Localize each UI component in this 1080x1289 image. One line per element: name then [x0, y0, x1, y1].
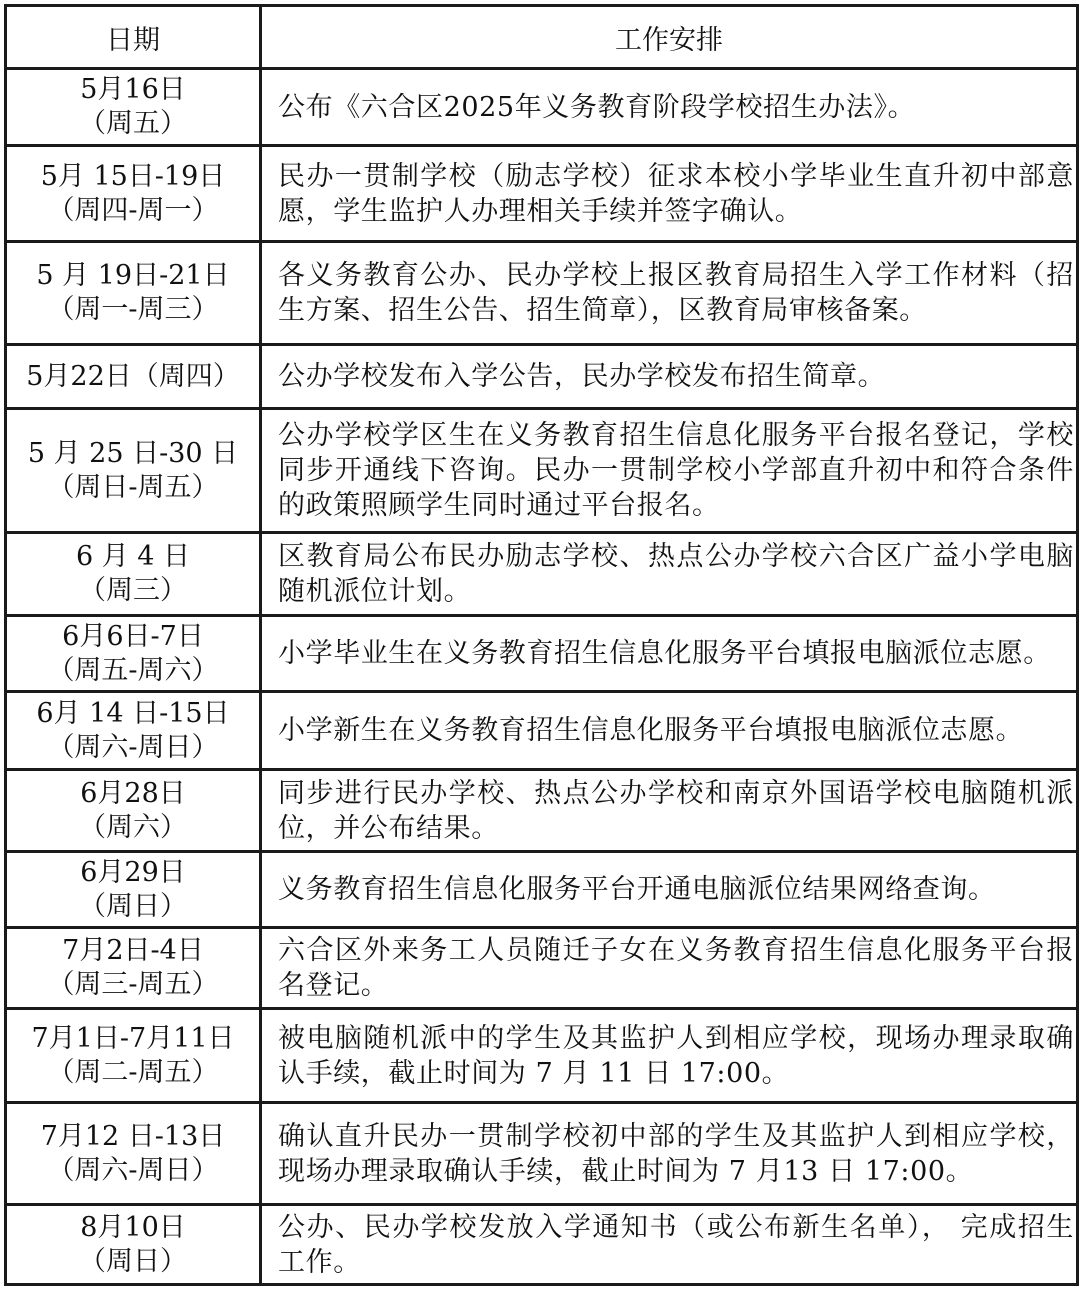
task-cell: 六合区外来务工人员随迁子女在义务教育招生信息化服务平台报名登记。 [261, 928, 1078, 1009]
date-cell [6, 69, 261, 146]
date-cell [6, 409, 261, 533]
date-line1: 6 月 4 日 [75, 541, 191, 572]
date-cell [6, 616, 261, 692]
date-line2: （周五-周六） [47, 654, 219, 686]
table-row [6, 770, 1078, 852]
task-cell: 民办一贯制学校（励志学校）征求本校小学毕业生直升初中部意愿，学生监护人办理相关手续并签字确认。 [261, 146, 1078, 242]
enrollment-schedule-table [4, 4, 1079, 1286]
date-line1: 7月12 日-13日 [40, 1120, 226, 1152]
table-row [6, 852, 1078, 928]
date-line2: （周五） [79, 108, 187, 139]
table-row [6, 1205, 1078, 1285]
date-line2: （周一-周三） [47, 294, 219, 325]
date-line2: （周日） [79, 1245, 187, 1277]
date-line1: 5月 15日-19日 [40, 160, 226, 192]
table-row [6, 69, 1078, 146]
task-cell: 各义务教育公办、民办学校上报区教育局招生入学工作材料（招生方案、招生公告、招生简章），区教育局审核备案。 [261, 242, 1078, 345]
date-line2: （周六-周日） [47, 731, 219, 763]
task-cell: 义务教育招生信息化服务平台开通电脑派位结果网络查询。 [261, 852, 1078, 928]
task-cell: 公办、民办学校发放入学通知书（或公布新生名单）， 完成招生工作。 [261, 1205, 1078, 1285]
task-cell: 小学毕业生在义务教育招生信息化服务平台填报电脑派位志愿。 [261, 616, 1078, 692]
table-row [6, 242, 1078, 345]
task-cell: 公布《六合区2025年义务教育阶段学校招生办法》。 [261, 69, 1078, 146]
date-line2: （周三） [79, 575, 187, 606]
date-cell [6, 533, 261, 616]
date-cell [6, 242, 261, 345]
table-row [6, 345, 1078, 409]
date-cell [6, 692, 261, 770]
header-row [6, 6, 1078, 69]
date-line2: （周二-周五） [47, 1056, 219, 1088]
date-cell [6, 1103, 261, 1205]
table-row [6, 1009, 1078, 1103]
table-row [6, 533, 1078, 616]
date-cell [6, 1205, 261, 1285]
task-cell: 被电脑随机派中的学生及其监护人到相应学校，现场办理录取确认手续，截止时间为 7 月 11 日 17:00。 [261, 1009, 1078, 1103]
date-line1: 7月2日-4日 [62, 935, 204, 966]
table-row [6, 146, 1078, 242]
date-line1: 6月6日-7日 [62, 620, 204, 652]
task-cell: 公办学校发布入学公告，民办学校发布招生简章。 [261, 345, 1078, 409]
date-line1: 5 月 25 日-30 日 [27, 437, 239, 469]
date-line2: （周日-周五） [47, 471, 219, 503]
date-line1: 5月16日 [80, 74, 186, 105]
date-cell [6, 146, 261, 242]
table-row [6, 928, 1078, 1009]
date-line2: （周日） [79, 890, 187, 922]
date-line1: 5 月 19日-21日 [36, 260, 230, 291]
date-cell [6, 345, 261, 409]
date-line2: （周四-周一） [47, 194, 219, 226]
date-line1: 6月 14 日-15日 [36, 697, 230, 729]
date-cell [6, 1009, 261, 1103]
date-line2: （周六-周日） [47, 1154, 219, 1186]
task-cell: 公办学校学区生在义务教育招生信息化服务平台报名登记，学校同步开通线下咨询。民办一贯制学校小学部直升初中和符合条件的政策照顾学生同时通过平台报名。 [261, 409, 1078, 533]
date-cell [6, 852, 261, 928]
date-line1: 6月28日 [80, 777, 186, 809]
header-date: 日期 [6, 6, 261, 69]
table-row [6, 616, 1078, 692]
date-line1: 6月29日 [80, 856, 186, 888]
task-cell: 同步进行民办学校、热点公办学校和南京外国语学校电脑随机派位，并公布结果。 [261, 770, 1078, 852]
date-line2: （周三-周五） [47, 969, 219, 1000]
task-cell: 区教育局公布民办励志学校、热点公办学校六合区广益小学电脑随机派位计划。 [261, 533, 1078, 616]
header-task: 工作安排 [261, 6, 1078, 69]
date-line1: 8月10日 [80, 1211, 186, 1243]
table-row [6, 1103, 1078, 1205]
date-line1: 5月22日（周四） [26, 360, 240, 392]
date-line1: 7月1日-7月11日 [31, 1022, 235, 1054]
table-row [6, 692, 1078, 770]
task-cell: 小学新生在义务教育招生信息化服务平台填报电脑派位志愿。 [261, 692, 1078, 770]
date-cell [6, 770, 261, 852]
table-row [6, 409, 1078, 533]
date-cell [6, 928, 261, 1009]
task-cell: 确认直升民办一贯制学校初中部的学生及其监护人到相应学校，现场办理录取确认手续，截止时间为 7 月13 日 17:00。 [261, 1103, 1078, 1205]
date-line2: （周六） [79, 811, 187, 843]
